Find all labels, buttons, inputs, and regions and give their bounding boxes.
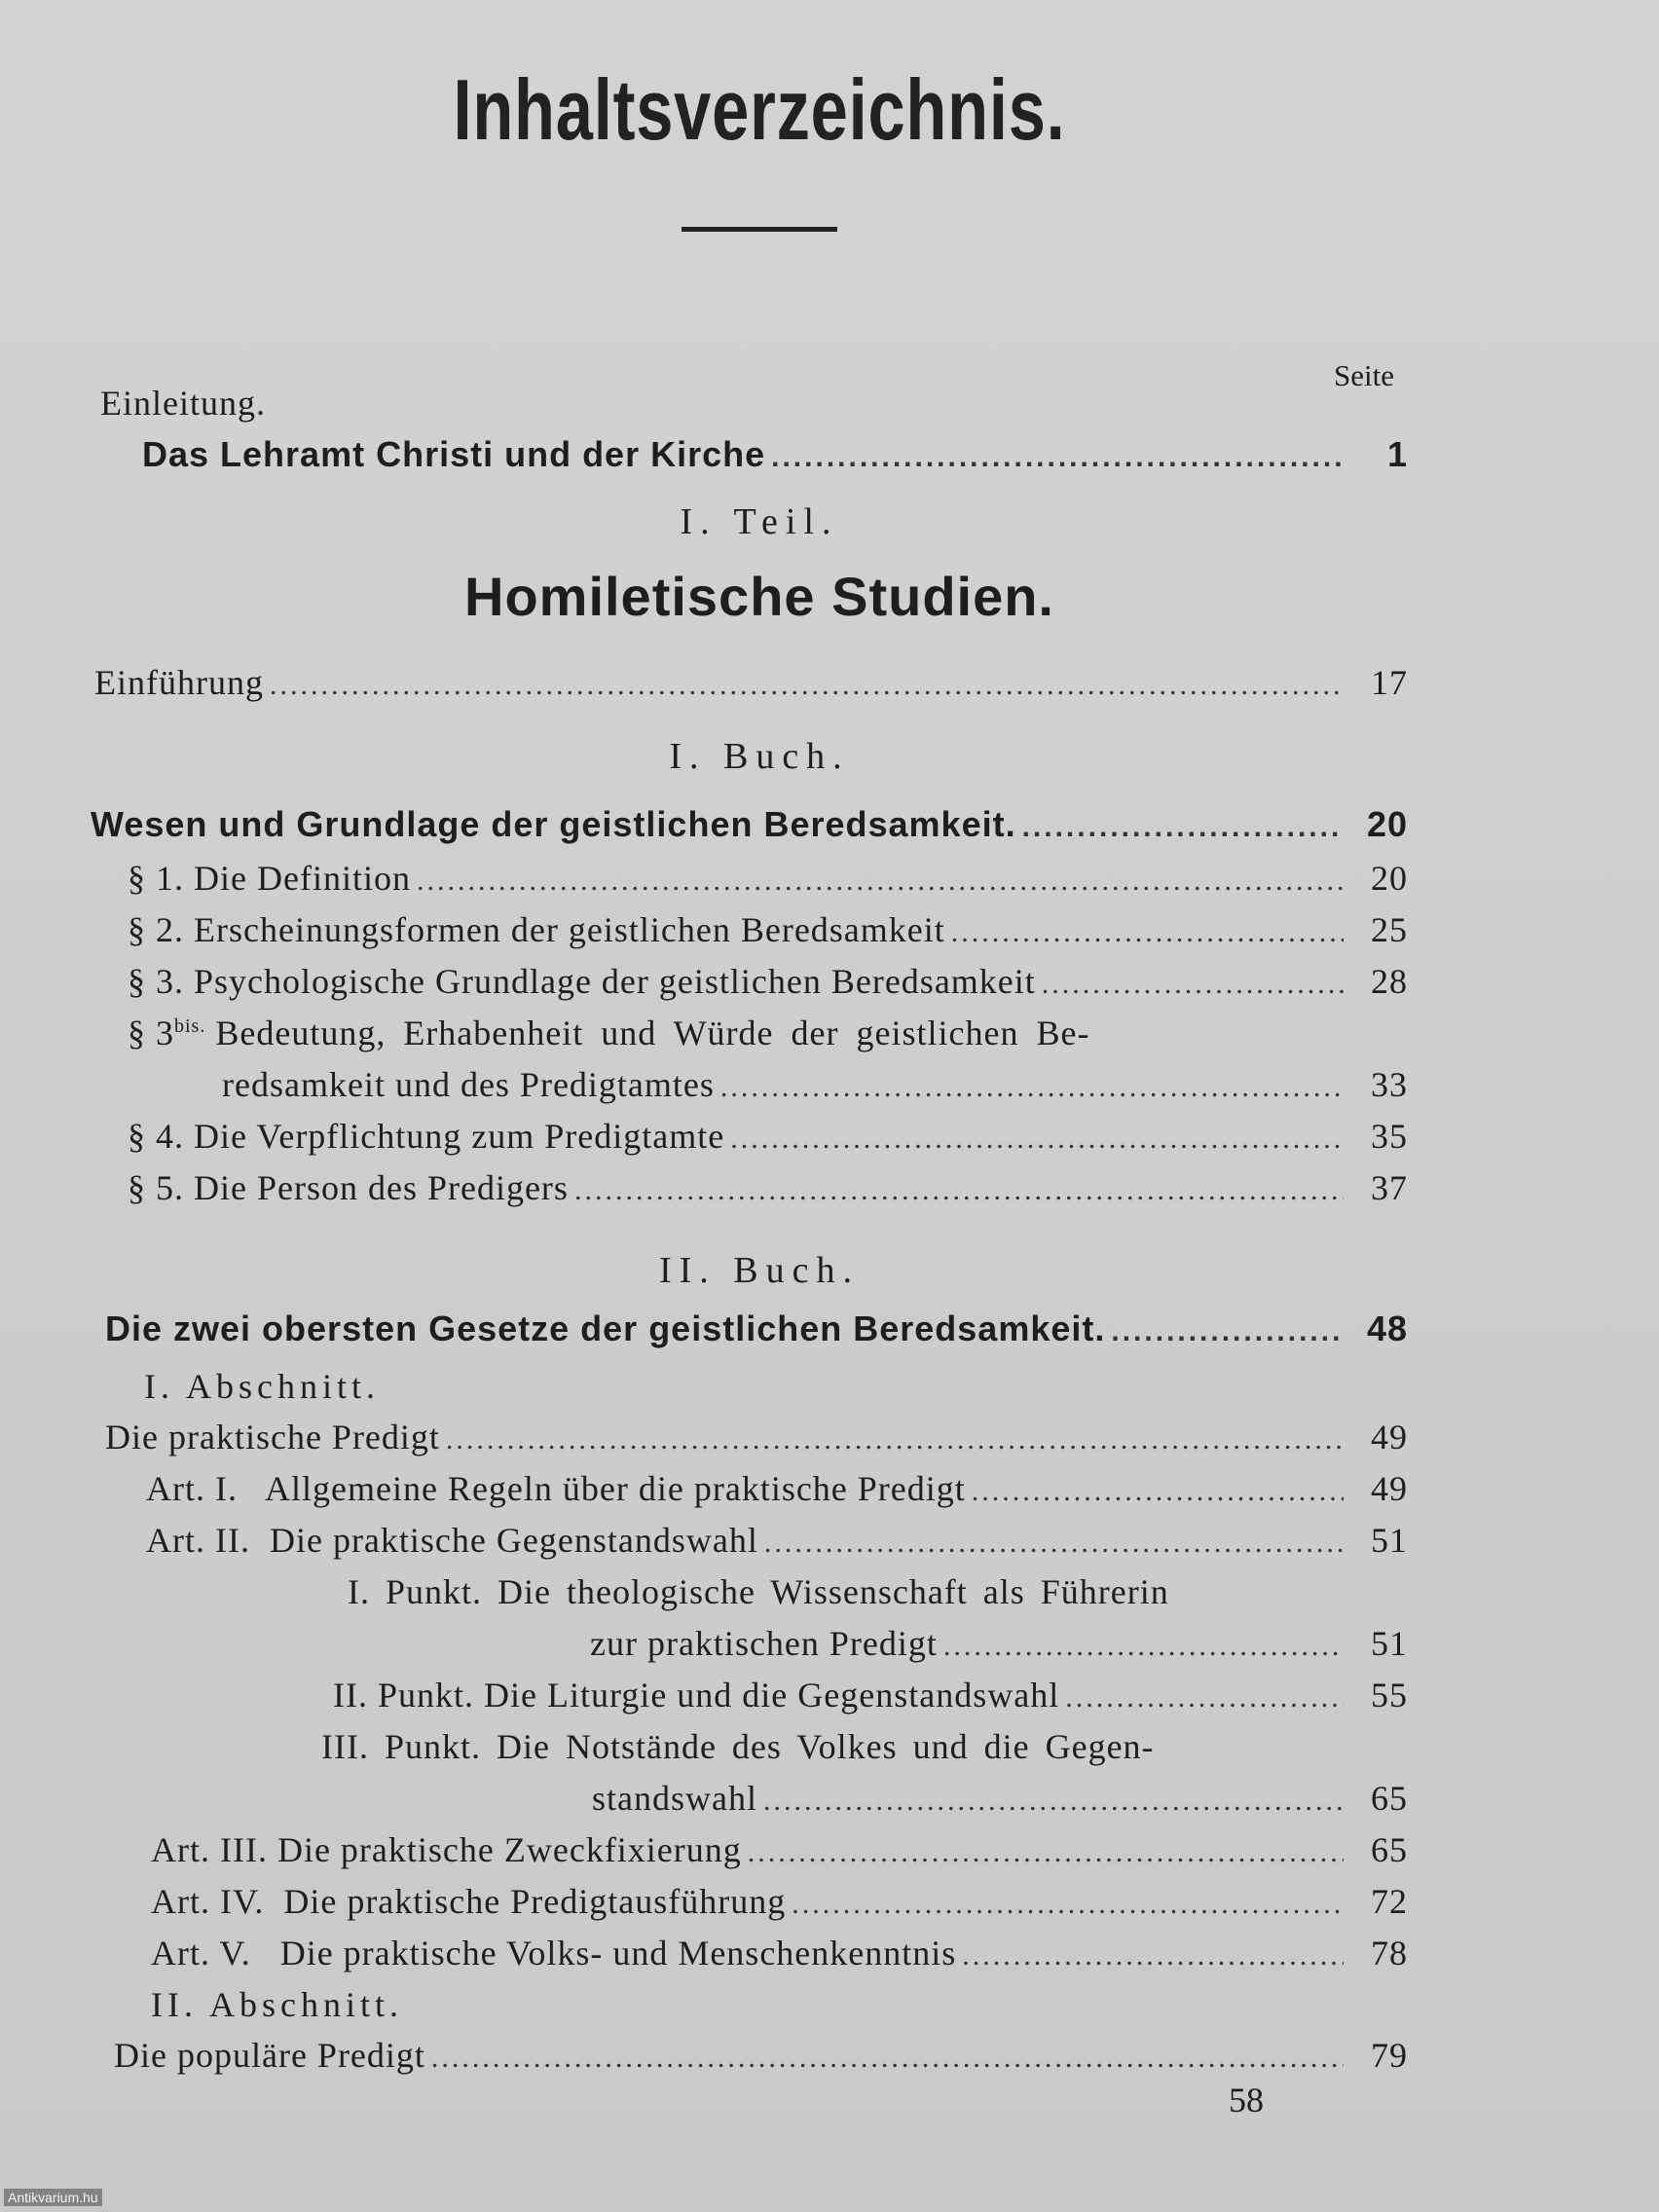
leader-dots	[1042, 968, 1344, 1001]
buch2-label: II. Buch.	[658, 1250, 861, 1291]
toc-entry-page: 1	[1386, 434, 1408, 474]
toc-entry-text: standswahl	[592, 1779, 757, 1818]
toc-entry-text: Art. II. Die praktische Gegenstandswahl	[146, 1521, 758, 1560]
toc-entry-art-2	[146, 1520, 1408, 1561]
toc-entry-page: 20	[1366, 804, 1408, 844]
toc-entry-para-5	[128, 1167, 1408, 1208]
toc-entry-para-3bis-line2	[222, 1064, 1408, 1105]
toc-entry-page: 20	[1371, 859, 1408, 898]
toc-entry-page: 33	[1371, 1065, 1408, 1104]
toc-entry-text: § 4. Die Verpflichtung zum Predigtamte	[128, 1117, 725, 1156]
toc-entry-page: 37	[1371, 1168, 1408, 1207]
toc-entry-page: 55	[1371, 1676, 1408, 1714]
leader-dots	[771, 441, 1344, 474]
toc-entry-text: Art. V. Die praktische Volks- und Menschenkenntnis	[151, 1934, 957, 1972]
toc-entry-page: 65	[1371, 1830, 1408, 1869]
toc-entry-einfuehrung	[94, 662, 1408, 703]
leader-dots	[270, 669, 1344, 702]
toc-entry-text: Das Lehramt Christi und der Kirche	[142, 434, 766, 474]
toc-entry-para-2	[128, 909, 1408, 950]
toc-entry-page: 72	[1371, 1882, 1408, 1921]
toc-entry-art-4	[151, 1881, 1408, 1922]
toc-heading-buch2	[105, 1309, 1408, 1349]
leader-dots	[1065, 1681, 1344, 1714]
toc-entry-page: 25	[1371, 910, 1408, 949]
toc-entry-page: 51	[1371, 1521, 1408, 1560]
leader-dots	[943, 1630, 1344, 1663]
toc-entry-text: Die populäre Predigt	[114, 2036, 425, 2075]
toc-entry-text: Wesen und Grundlage der geistlichen Beredsamkeit.	[91, 804, 1016, 844]
toc-entry-page: 79	[1371, 2036, 1408, 2075]
toc-entry-art-3	[151, 1829, 1408, 1870]
leader-dots	[764, 1527, 1344, 1560]
leader-dots	[972, 1475, 1344, 1508]
toc-heading-buch1	[91, 804, 1408, 845]
toc-entry-text: Die zwei obersten Gesetze der geistlichen Beredsamkeit.	[105, 1309, 1106, 1348]
leader-dots	[417, 865, 1344, 898]
abschnitt-1-label: I. Abschnitt.	[144, 1367, 380, 1406]
leader-dots	[730, 1123, 1344, 1156]
watermark: Antikvarium.hu	[4, 2189, 102, 2206]
toc-entry-populaere-predigt	[114, 2035, 1408, 2076]
title-divider	[682, 227, 837, 232]
toc-entry-art-1	[146, 1468, 1408, 1509]
toc-entry-page: 48	[1366, 1309, 1408, 1348]
leader-dots	[446, 1423, 1344, 1456]
toc-entry-para-3bis-line1	[128, 1013, 1089, 1053]
toc-entry-text: zur praktischen Predigt	[590, 1624, 938, 1663]
toc-entry-page: 17	[1371, 663, 1408, 702]
seite-column-label: Seite	[1334, 358, 1394, 392]
toc-entry-text: Einführung	[94, 663, 264, 702]
toc-entry-praktische-predigt	[105, 1417, 1408, 1457]
toc-entry-text: II. Punkt. Die Liturgie und die Gegenstandswahl	[333, 1676, 1060, 1714]
toc-entry-text: § 2. Erscheinungsformen der geistlichen Beredsamkeit	[128, 910, 945, 949]
toc-entry-page: 78	[1371, 1934, 1408, 1972]
toc-entry-text: § 5. Die Person des Predigers	[128, 1168, 569, 1207]
toc-entry-punkt-1-line1: I. Punkt. Die theologische Wissenschaft als Führerin	[348, 1572, 1169, 1611]
toc-entry-page: 65	[1371, 1779, 1408, 1818]
buch1-label: I. Buch.	[669, 736, 850, 777]
toc-entry-page: 49	[1371, 1418, 1408, 1456]
page-number: 58	[1229, 2081, 1264, 2120]
toc-entry-page: 35	[1371, 1117, 1408, 1156]
toc-entry-text: Die praktische Predigt	[105, 1418, 440, 1456]
toc-entry-punkt-1-line2	[590, 1623, 1408, 1664]
toc-entry-text: redsamkeit und des Predigtamtes	[222, 1065, 715, 1104]
bis-superscript: bis.	[174, 1015, 206, 1037]
toc-entry-para-1	[128, 858, 1408, 899]
toc-entry-text: § 3. Psychologische Grundlage der geistlichen Beredsamkeit	[128, 962, 1036, 1001]
toc-entry-punkt-3-line2	[592, 1778, 1408, 1819]
toc-entry-page: 49	[1371, 1469, 1408, 1508]
toc-entry-text: Bedeutung, Erhabenheit und Würde der geistlichen Be-	[215, 1014, 1090, 1052]
abschnitt-2-label: II. Abschnitt.	[151, 1985, 403, 2024]
leader-dots	[574, 1174, 1344, 1207]
toc-entry-art-5	[151, 1933, 1408, 1973]
toc-entry-punkt-3-line1: III. Punkt. Die Notstände des Volkes und die Gegen-	[321, 1727, 1155, 1766]
leader-dots	[792, 1888, 1344, 1921]
toc-entry-para-4	[128, 1116, 1408, 1157]
para-sign: § 3	[128, 1014, 174, 1052]
toc-entry-page: 51	[1371, 1624, 1408, 1663]
einleitung-heading: Einleitung.	[100, 384, 266, 423]
page-title: Inhaltsverzeichnis.	[453, 61, 1066, 158]
leader-dots	[1022, 811, 1344, 844]
leader-dots	[962, 1939, 1344, 1972]
toc-entry-text: Art. IV. Die praktische Predigtausführung	[151, 1882, 787, 1921]
toc-entry-page: 28	[1371, 962, 1408, 1001]
leader-dots	[763, 1785, 1344, 1818]
toc-entry-text: Art. III. Die praktische Zweckfixierung	[151, 1830, 742, 1869]
teil-label: I. Teil.	[680, 501, 839, 542]
toc-entry-para-3	[128, 961, 1408, 1002]
toc-entry-einleitung	[142, 434, 1408, 475]
toc-entry-text: § 1. Die Definition	[128, 859, 411, 898]
toc-entry-text: Art. I. Allgemeine Regeln über die praktische Predigt	[146, 1469, 966, 1508]
teil-title: Homiletische Studien.	[464, 566, 1054, 627]
leader-dots	[431, 2042, 1344, 2075]
leader-dots	[720, 1071, 1344, 1104]
toc-entry-punkt-2	[333, 1675, 1408, 1715]
leader-dots	[951, 916, 1344, 949]
leader-dots	[1111, 1315, 1344, 1348]
leader-dots	[748, 1836, 1344, 1869]
